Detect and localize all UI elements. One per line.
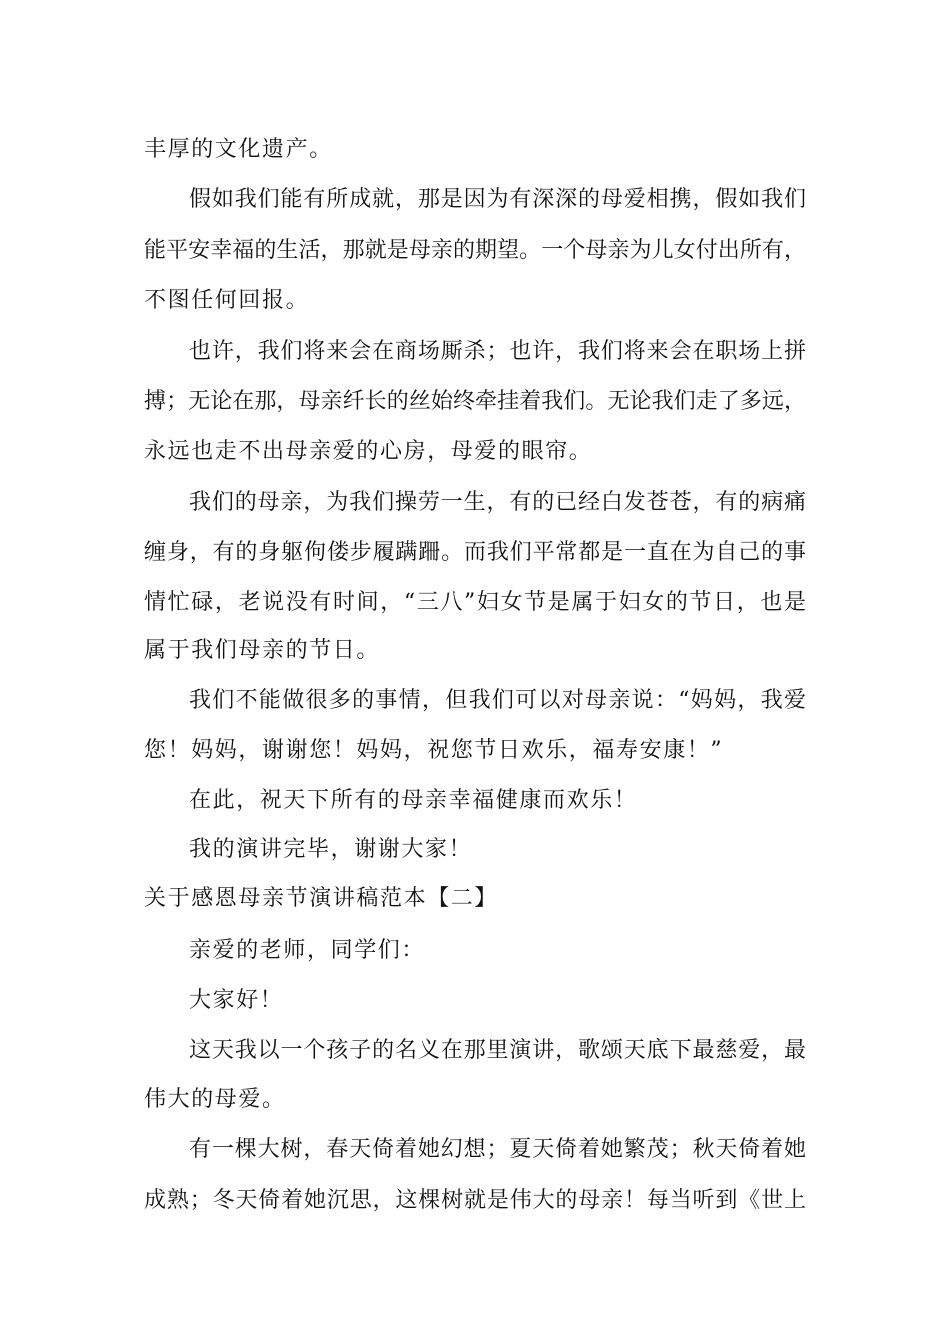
text-line: 属于我们母亲的节日。	[144, 638, 381, 663]
text-line: 您！妈妈，谢谢您！妈妈，祝您节日欢乐，福寿安康！”	[144, 738, 724, 763]
text-line: 我们的母亲，为我们操劳一生，有的已经白发苍苍，有的病痛	[189, 490, 806, 515]
text-line: 我们不能做很多的事情，但我们可以对母亲说：“妈妈，我爱	[189, 688, 806, 713]
text-line: 我的演讲完毕，谢谢大家！	[189, 837, 473, 862]
text-line: 不图任何回报。	[144, 288, 310, 313]
text-line: 在此，祝天下所有的母亲幸福健康而欢乐！	[189, 788, 638, 813]
text-line: 这天我以一个孩子的名义在那里演讲，歌颂天底下最慈爱，最	[189, 1038, 806, 1063]
text-line: 缠身，有的身躯佝偻步履蹒跚。而我们平常都是一直在为自己的事	[144, 540, 806, 565]
text-line: 丰厚的文化遗产。	[144, 137, 333, 162]
text-line: 假如我们能有所成就，那是因为有深深的母爱相携，假如我们	[189, 187, 806, 212]
text-line: 情忙碌，老说没有时间，“三八”妇女节是属于妇女的节日，也是	[144, 590, 806, 615]
text-line: 也许，我们将来会在商场厮杀；也许，我们将来会在职场上拼	[189, 339, 806, 364]
text-line: 永远也走不出母亲爱的心房，母爱的眼帘。	[144, 439, 593, 464]
text-line: 亲爱的老师，同学们：	[189, 938, 426, 963]
section-heading: 关于感恩母亲节演讲稿范本【二】	[144, 886, 499, 911]
text-line: 伟大的母爱。	[144, 1087, 286, 1112]
text-line: 搏；无论在那，母亲纤长的丝始终牵挂着我们。无论我们走了多远，	[144, 389, 806, 414]
text-line: 能平安幸福的生活，那就是母亲的期望。一个母亲为儿女付出所有，	[144, 238, 806, 263]
text-line: 成熟；冬天倚着她沉思，这棵树就是伟大的母亲！每当听到《世上	[144, 1188, 806, 1213]
text-line: 有一棵大树，春天倚着她幻想；夏天倚着她繁茂；秋天倚着她	[189, 1137, 806, 1162]
text-line: 大家好！	[189, 988, 284, 1013]
